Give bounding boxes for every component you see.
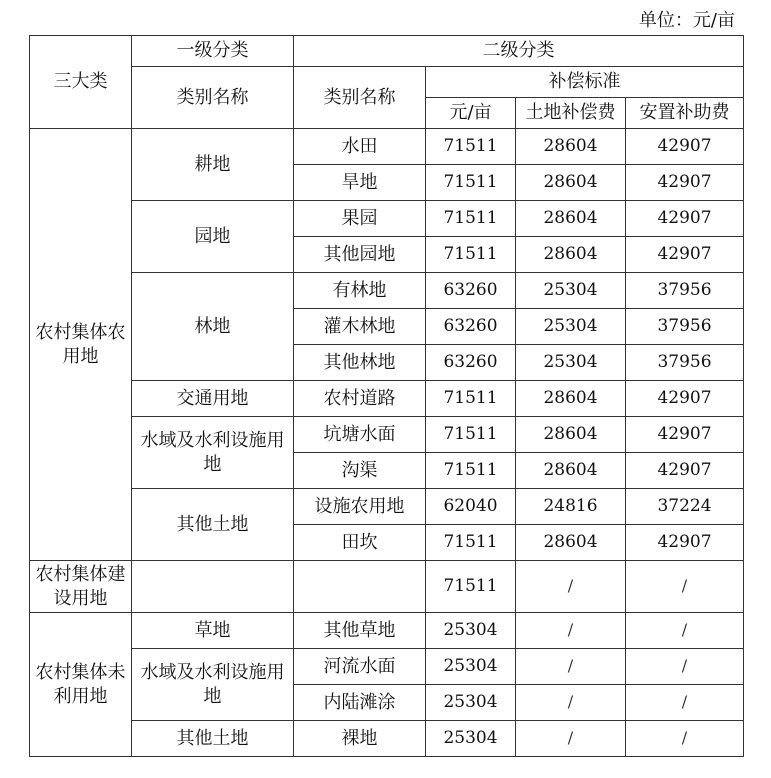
total-value: 71511 — [426, 453, 516, 489]
resettle-value: 42907 — [626, 201, 744, 237]
land-comp-value: 28604 — [516, 129, 626, 165]
resettle-value: / — [626, 721, 744, 757]
table-row — [30, 273, 744, 309]
total-value: 62040 — [426, 489, 516, 525]
total-value: 71511 — [426, 237, 516, 273]
level1-qita-unused: 其他土地 — [132, 721, 294, 757]
resettle-value: 37956 — [626, 273, 744, 309]
land-comp-value: 28604 — [516, 201, 626, 237]
resettle-value: 42907 — [626, 525, 744, 561]
level1-gengdi: 耕地 — [132, 129, 294, 201]
table-row — [30, 561, 744, 613]
total-value: 71511 — [426, 525, 516, 561]
land-comp-value: 28604 — [516, 237, 626, 273]
land-type-name: 内陆滩涂 — [294, 685, 426, 721]
total-value: 71511 — [426, 381, 516, 417]
land-type-name: 河流水面 — [294, 649, 426, 685]
group-unused: 农村集体未利用地 — [30, 613, 132, 757]
level1-qita-agri: 其他土地 — [132, 489, 294, 561]
total-value: 71511 — [426, 417, 516, 453]
group-agri: 农村集体农用地 — [30, 129, 132, 561]
total-value: 71511 — [426, 129, 516, 165]
table-row — [30, 129, 744, 165]
land-comp-value: 28604 — [516, 381, 626, 417]
header-per-mu: 元/亩 — [426, 98, 516, 129]
land-type-name: 田坎 — [294, 525, 426, 561]
land-type-name: 农村道路 — [294, 381, 426, 417]
land-comp-value: 24816 — [516, 489, 626, 525]
level1-shuiyu-unused: 水域及水利设施用地 — [132, 649, 294, 721]
land-comp-value: 25304 — [516, 273, 626, 309]
land-type-name — [294, 561, 426, 613]
land-type-name: 水田 — [294, 129, 426, 165]
level1-caodi: 草地 — [132, 613, 294, 649]
total-value: 63260 — [426, 273, 516, 309]
resettle-value: 42907 — [626, 129, 744, 165]
table-row — [30, 721, 744, 757]
header-resettle: 安置补助费 — [626, 98, 744, 129]
total-value: 63260 — [426, 345, 516, 381]
table-row — [30, 649, 744, 685]
table-row — [30, 201, 744, 237]
land-type-name: 旱地 — [294, 165, 426, 201]
total-value: 71511 — [426, 165, 516, 201]
unit-label: 单位：元/亩 — [638, 10, 735, 31]
land-comp-value: / — [516, 685, 626, 721]
land-type-name: 设施农用地 — [294, 489, 426, 525]
resettle-value: 42907 — [626, 453, 744, 489]
total-value: 25304 — [426, 613, 516, 649]
header-big-category: 三大类 — [30, 36, 132, 129]
resettle-value: 42907 — [626, 165, 744, 201]
compensation-table — [29, 35, 744, 757]
header-standard: 补偿标准 — [426, 67, 744, 98]
land-comp-value: 25304 — [516, 345, 626, 381]
land-type-name: 灌木林地 — [294, 309, 426, 345]
resettle-value: 42907 — [626, 237, 744, 273]
resettle-value: / — [626, 685, 744, 721]
land-comp-value: / — [516, 561, 626, 613]
land-type-name: 沟渠 — [294, 453, 426, 489]
total-value: 71511 — [426, 201, 516, 237]
resettle-value: / — [626, 613, 744, 649]
land-comp-value: 28604 — [516, 525, 626, 561]
level1-shuiyu-agri: 水域及水利设施用地 — [132, 417, 294, 489]
resettle-value: 37956 — [626, 345, 744, 381]
header-row-2 — [30, 67, 744, 98]
resettle-value: / — [626, 649, 744, 685]
level1-empty — [132, 561, 294, 613]
total-value: 25304 — [426, 721, 516, 757]
table-row — [30, 613, 744, 649]
land-type-name: 有林地 — [294, 273, 426, 309]
land-type-name: 果园 — [294, 201, 426, 237]
land-comp-value: / — [516, 721, 626, 757]
land-type-name: 裸地 — [294, 721, 426, 757]
resettle-value: 37956 — [626, 309, 744, 345]
land-type-name: 其他草地 — [294, 613, 426, 649]
resettle-value: 37224 — [626, 489, 744, 525]
table-row — [30, 381, 744, 417]
land-comp-value: 28604 — [516, 453, 626, 489]
header-level2-name: 类别名称 — [294, 67, 426, 129]
land-comp-value: / — [516, 649, 626, 685]
header-level2: 二级分类 — [294, 36, 744, 67]
header-land-comp: 土地补偿费 — [516, 98, 626, 129]
land-comp-value: 28604 — [516, 417, 626, 453]
level1-jiaotong: 交通用地 — [132, 381, 294, 417]
land-type-name: 坑塘水面 — [294, 417, 426, 453]
group-construction: 农村集体建设用地 — [30, 561, 132, 613]
level1-lindi: 林地 — [132, 273, 294, 381]
land-comp-value: 25304 — [516, 309, 626, 345]
total-value: 25304 — [426, 649, 516, 685]
resettle-value: 42907 — [626, 417, 744, 453]
level1-yuandi: 园地 — [132, 201, 294, 273]
header-level1: 一级分类 — [132, 36, 294, 67]
land-comp-value: 28604 — [516, 165, 626, 201]
total-value: 71511 — [426, 561, 516, 613]
land-type-name: 其他园地 — [294, 237, 426, 273]
land-comp-value: / — [516, 613, 626, 649]
total-value: 25304 — [426, 685, 516, 721]
total-value: 63260 — [426, 309, 516, 345]
header-row-1 — [30, 36, 744, 67]
land-type-name: 其他林地 — [294, 345, 426, 381]
table-row — [30, 417, 744, 453]
table-row — [30, 489, 744, 525]
resettle-value: / — [626, 561, 744, 613]
resettle-value: 42907 — [626, 381, 744, 417]
header-level1-name: 类别名称 — [132, 67, 294, 129]
